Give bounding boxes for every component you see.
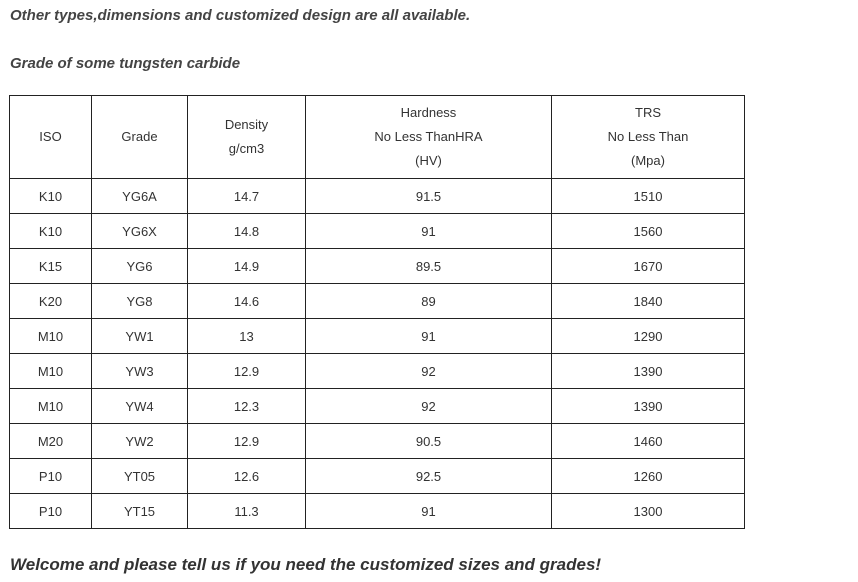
cell-hardness: 89 <box>306 284 552 319</box>
table-row <box>10 284 745 319</box>
cell-grade: YG6X <box>92 214 188 249</box>
intro-text: Other types,dimensions and customized design are all available. <box>10 7 471 24</box>
table-row <box>10 179 745 214</box>
cell-density: 12.6 <box>188 459 306 494</box>
cell-density: 13 <box>188 319 306 354</box>
table-header-row <box>10 96 745 179</box>
header-density-line-2: g/cm3 <box>228 141 265 156</box>
header-density-line-1: Density <box>224 117 269 132</box>
table-row <box>10 214 745 249</box>
cell-density: 14.6 <box>188 284 306 319</box>
cell-hardness: 91 <box>306 214 552 249</box>
cell-density: 12.9 <box>188 354 306 389</box>
cell-trs: 1390 <box>552 389 745 424</box>
cell-grade: YW3 <box>92 354 188 389</box>
cell-trs: 1390 <box>552 354 745 389</box>
table-row <box>10 424 745 459</box>
cell-density: 14.7 <box>188 179 306 214</box>
cell-iso: M10 <box>10 389 92 424</box>
cell-trs: 1670 <box>552 249 745 284</box>
cell-grade: YT15 <box>92 494 188 529</box>
header-trs-line-2: No Less Than <box>607 129 689 144</box>
table-row <box>10 494 745 529</box>
cell-iso: P10 <box>10 459 92 494</box>
cell-hardness: 91 <box>306 319 552 354</box>
header-hardness-line-1: Hardness <box>400 105 457 120</box>
cell-grade: YW1 <box>92 319 188 354</box>
cell-trs: 1840 <box>552 284 745 319</box>
table-row <box>10 389 745 424</box>
cell-iso: K20 <box>10 284 92 319</box>
header-hardness-line-3: (HV) <box>415 153 442 168</box>
cell-trs: 1300 <box>552 494 745 529</box>
cell-grade: YW2 <box>92 424 188 459</box>
header-trs <box>552 96 745 179</box>
table-row <box>10 319 745 354</box>
cell-trs: 1510 <box>552 179 745 214</box>
cell-hardness: 92 <box>306 354 552 389</box>
cell-iso: M10 <box>10 354 92 389</box>
cell-grade: YG6 <box>92 249 188 284</box>
cell-density: 14.9 <box>188 249 306 284</box>
cell-iso: P10 <box>10 494 92 529</box>
cell-hardness: 92.5 <box>306 459 552 494</box>
cell-hardness: 91.5 <box>306 179 552 214</box>
cell-iso: K15 <box>10 249 92 284</box>
header-grade: Grade <box>92 96 188 179</box>
cell-trs: 1260 <box>552 459 745 494</box>
cell-hardness: 92 <box>306 389 552 424</box>
cell-iso: K10 <box>10 179 92 214</box>
cell-iso: M20 <box>10 424 92 459</box>
cell-grade: YG8 <box>92 284 188 319</box>
header-density <box>188 96 306 179</box>
cell-grade: YW4 <box>92 389 188 424</box>
header-trs-line-1: TRS <box>635 105 661 120</box>
cell-grade: YG6A <box>92 179 188 214</box>
cell-iso: M10 <box>10 319 92 354</box>
header-trs-line-3: (Mpa) <box>631 153 665 168</box>
table-row <box>10 249 745 284</box>
table-row <box>10 354 745 389</box>
cell-hardness: 91 <box>306 494 552 529</box>
cell-hardness: 89.5 <box>306 249 552 284</box>
cell-trs: 1560 <box>552 214 745 249</box>
header-hardness <box>306 96 552 179</box>
cell-trs: 1460 <box>552 424 745 459</box>
header-iso: ISO <box>10 96 92 179</box>
cell-iso: K10 <box>10 214 92 249</box>
cell-density: 14.8 <box>188 214 306 249</box>
header-hardness-line-2: No Less ThanHRA <box>374 129 483 144</box>
closing-text: Welcome and please tell us if you need the customized sizes and grades! <box>10 555 602 574</box>
cell-grade: YT05 <box>92 459 188 494</box>
grade-table <box>9 95 745 529</box>
cell-density: 12.9 <box>188 424 306 459</box>
cell-trs: 1290 <box>552 319 745 354</box>
cell-hardness: 90.5 <box>306 424 552 459</box>
cell-density: 11.3 <box>188 494 306 529</box>
cell-density: 12.3 <box>188 389 306 424</box>
grade-table-title: Grade of some tungsten carbide <box>10 55 241 72</box>
table-row <box>10 459 745 494</box>
